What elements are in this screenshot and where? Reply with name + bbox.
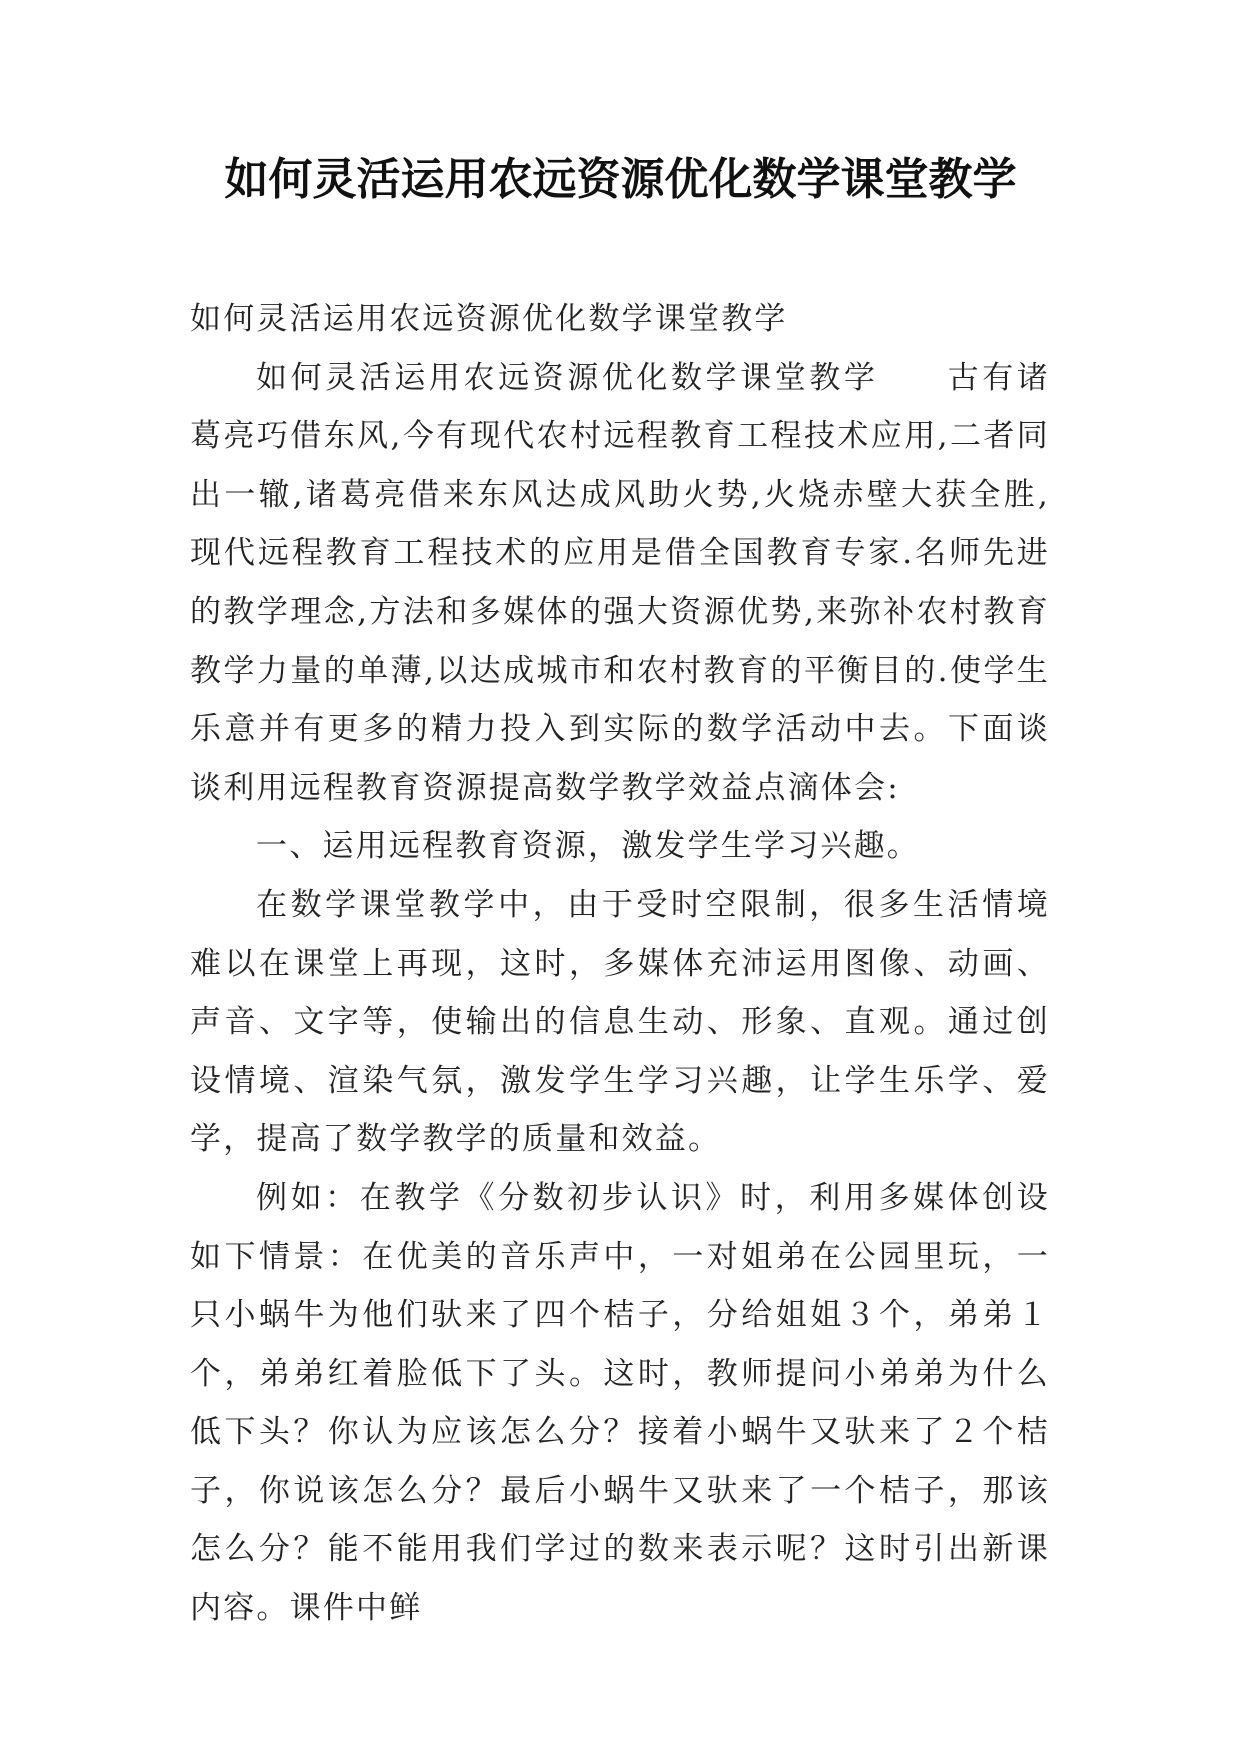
paragraph-section-1: 在数学课堂教学中，由于受时空限制，很多生活情境难以在课堂上再现，这时，多媒体充沛运用图像、动画、声音、文字等，使输出的信息生动、形象、直观。通过创设情境、渲染气氛，激发学生学习兴趣，让学生乐学、爱学，提高了数学教学的质量和效益。 (190, 886, 1050, 1158)
paragraph-subtitle: 如何灵活运用农远资源优化数学课堂教学 (190, 301, 788, 337)
document-title: 如何灵活运用农远资源优化数学课堂教学 (224, 154, 1017, 205)
document-body (190, 290, 1050, 1638)
paragraph-example: 例如：在教学《分数初步认识》时，利用多媒体创设如下情景：在优美的音乐声中，一对姐弟在公园里玩，一只小蜗牛为他们驮来了四个桔子，分给姐姐３个，弟弟１个，弟弟红着脸低下了头。这时，教师提问小弟弟为什么低下头？你认为应该怎么分？接着小蜗牛又驮来了２个桔子，你说该怎么分？最后小蜗牛又驮来了一个桔子，那该怎么分？能不能用我们学过的数来表示呢？这时引出新课内容。课件中鲜 (190, 1179, 1050, 1627)
section-heading-1: 一、运用远程教育资源，激发学生学习兴趣。 (256, 828, 920, 865)
paragraph-intro: 如何灵活运用农远资源优化数学课堂教学 古有诸葛亮巧借东风,今有现代农村远程教育工程技术应用,二者同出一辙,诸葛亮借来东风达成风助火势,火烧赤壁大获全胜,现代远程教育工程技术的应用是借全国教育专家.名师先进的教学理念,方法和多媒体的强大资源优势,来弥补农村教育教学力量的单薄,以达成城市和农村教育的平衡目的.使学生乐意并有更多的精力投入到实际的数学活动中去。下面谈谈利用远程教育资源提高数学教学效益点滴体会: (190, 359, 1050, 806)
